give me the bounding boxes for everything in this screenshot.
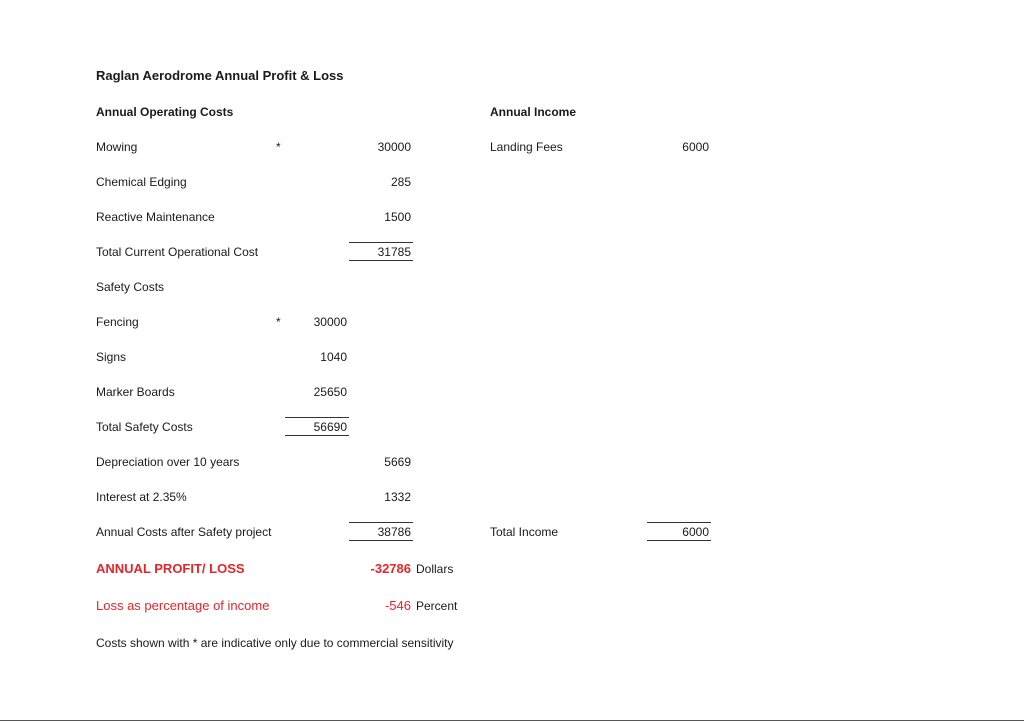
annual-costs-after-label: Annual Costs after Safety project (96, 525, 272, 539)
annual-costs-after-value: 38786 (377, 525, 411, 539)
profit-loss-label: ANNUAL PROFIT/ LOSS (96, 561, 245, 576)
total-safety-value: 56690 (313, 420, 347, 434)
chemical-edging-value: 285 (390, 175, 411, 189)
total-current-value: 31785 (377, 245, 411, 259)
annual-costs-top-rule (349, 522, 413, 523)
total-safety-label: Total Safety Costs (96, 420, 193, 434)
total-safety-bottom-rule (285, 435, 349, 436)
mowing-value: 30000 (377, 140, 411, 154)
loss-percentage-value: -546 (384, 598, 411, 613)
fencing-value: 30000 (313, 315, 347, 329)
marker-boards-label: Marker Boards (96, 385, 175, 399)
loss-percentage-label: Loss as percentage of income (96, 598, 270, 613)
total-income-top-rule (647, 522, 711, 523)
chemical-edging-label: Chemical Edging (96, 175, 187, 189)
depreciation-label: Depreciation over 10 years (96, 455, 240, 469)
landing-fees-label: Landing Fees (490, 140, 563, 154)
footnote: Costs shown with * are indicative only due to commercial sensitivity (96, 636, 454, 650)
reactive-maintenance-value: 1500 (384, 210, 411, 224)
profit-loss-unit: Dollars (416, 562, 454, 576)
page-bottom-divider (0, 720, 1024, 721)
total-current-top-rule (349, 242, 413, 243)
income-heading: Annual Income (490, 105, 577, 119)
fencing-asterisk: * (276, 315, 281, 329)
total-income-bottom-rule (647, 540, 711, 541)
total-income-value: 6000 (682, 525, 709, 539)
depreciation-value: 5669 (384, 455, 411, 469)
mowing-label: Mowing (96, 140, 138, 154)
interest-label: Interest at 2.35% (96, 490, 187, 504)
annual-costs-bottom-rule (349, 540, 413, 541)
fencing-label: Fencing (96, 315, 139, 329)
total-safety-top-rule (285, 417, 349, 418)
page-title: Raglan Aerodrome Annual Profit & Loss (96, 68, 344, 83)
reactive-maintenance-label: Reactive Maintenance (96, 210, 215, 224)
total-income-label: Total Income (490, 525, 559, 539)
safety-costs-heading: Safety Costs (96, 280, 165, 294)
interest-value: 1332 (384, 490, 411, 504)
loss-percentage-unit: Percent (416, 599, 458, 613)
signs-label: Signs (96, 350, 127, 364)
total-current-bottom-rule (349, 260, 413, 261)
profit-loss-value: -32786 (370, 561, 411, 576)
operating-costs-heading: Annual Operating Costs (96, 105, 234, 119)
landing-fees-value: 6000 (682, 140, 709, 154)
marker-boards-value: 25650 (313, 385, 347, 399)
mowing-asterisk: * (276, 140, 281, 154)
signs-value: 1040 (320, 350, 347, 364)
total-current-label: Total Current Operational Cost (96, 245, 259, 259)
